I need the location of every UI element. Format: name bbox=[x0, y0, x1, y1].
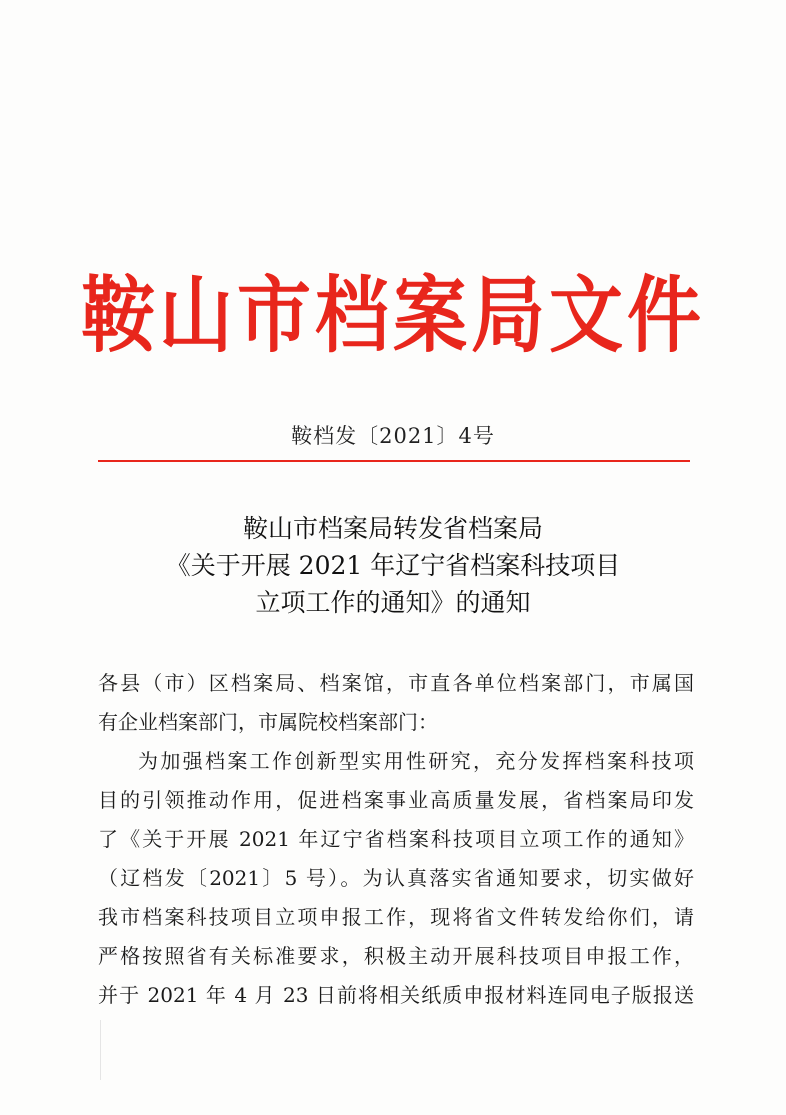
document-body bbox=[98, 664, 694, 1015]
document-number: 鞍档发〔2021〕4号 bbox=[291, 424, 495, 448]
paragraph-line: （辽档发〔2021〕5 号）。为认真落实省通知要求，切实做好 bbox=[98, 866, 694, 890]
addressee-line: 各县（市）区档案局、档案馆，市直各单位档案部门，市属国 bbox=[98, 671, 694, 695]
scan-edge-mark bbox=[100, 1020, 101, 1080]
paragraph-line: 严格按照省有关标准要求，积极主动开展科技项目申报工作， bbox=[98, 944, 694, 968]
title-line: 立项工作的通知》的通知 bbox=[255, 588, 531, 617]
paragraph-line: 了《关于开展 2021 年辽宁省档案科技项目立项工作的通知》 bbox=[98, 827, 694, 851]
title-line: 《关于开展 2021 年辽宁省档案科技项目 bbox=[165, 551, 621, 580]
addressee-line: 有企业档案部门，市属院校档案部门： bbox=[98, 710, 438, 734]
title-line: 鞍山市档案局转发省档案局 bbox=[242, 514, 543, 543]
issuer-header-title: 鞍山市档案局文件 bbox=[81, 267, 705, 365]
red-divider-rule bbox=[98, 460, 690, 462]
paragraph-line: 目的引领推动作用，促进档案事业高质量发展，省档案局印发 bbox=[98, 788, 694, 812]
paragraph-line: 并于 2021 年 4 月 23 日前将相关纸质申报材料连同电子版报送 bbox=[98, 983, 694, 1007]
paragraph-line: 我市档案科技项目立项申报工作，现将省文件转发给你们，请 bbox=[98, 905, 694, 929]
paragraph-line: 为加强档案工作创新型实用性研究，充分发挥档案科技项 bbox=[138, 749, 694, 773]
document-title bbox=[0, 510, 786, 621]
